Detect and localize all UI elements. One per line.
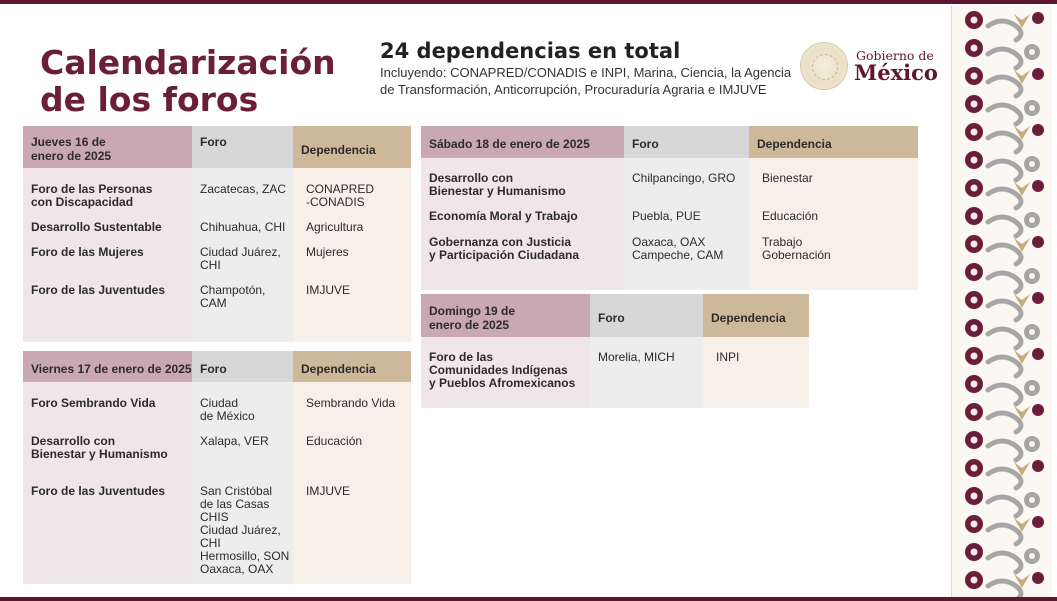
flower-center-icon [971,549,978,556]
flower-center-icon [971,521,978,528]
header-date [23,351,192,382]
cell-line: Foro Sembrando Vida [31,396,156,410]
small-flower-icon [1032,180,1044,192]
header-dependencia [703,294,809,337]
flower-center-icon [971,493,978,500]
leaf-center-icon [1029,49,1035,55]
cell-line: Chilpancingo, GRO [632,171,736,185]
cell-line: Campeche, CAM [632,248,724,262]
header-foro [192,126,293,168]
cell-line: de México [200,409,255,423]
foro-name [429,236,620,262]
swirl-icon [988,133,1021,152]
cell-line: Chihuahua, CHI [200,220,286,234]
foro-name [31,221,188,234]
cell-line: Zacatecas, ZAC [200,182,287,196]
cell-line: Educación [306,434,363,448]
cell-line: Agricultura [306,220,364,234]
small-flower-icon [1032,460,1044,472]
cell-line: CHI [200,258,221,272]
gobierno-logo [800,40,940,90]
cell-line: Puebla, PUE [632,209,701,223]
swirl-icon [988,217,1021,236]
column-body [590,337,703,408]
cell-line: Domingo 19 de [429,304,516,318]
swirl-icon [988,21,1021,40]
header-foro [624,126,749,158]
header-date-label [429,304,515,332]
foro-name [31,397,188,410]
column-body [703,337,809,408]
cell-line: Morelia, MICH [598,350,675,364]
small-flower-icon [1032,292,1044,304]
cell-line: enero de 2025 [31,149,112,163]
swirl-icon [988,469,1021,488]
cell-line: Xalapa, VER [200,434,269,448]
foro-name [31,246,188,259]
flower-center-icon [971,381,978,388]
header-foro-label: Foro [632,137,659,151]
header-date-label [429,137,590,151]
small-flower-icon [1032,124,1044,136]
leaf-center-icon [1029,161,1035,167]
swirl-icon [988,441,1021,460]
foro-name [31,284,188,297]
cell-line: Desarrollo con [31,434,116,448]
swirl-icon [988,301,1021,320]
cell-line: Bienestar y Humanismo [31,447,168,461]
leaf-center-icon [1029,105,1035,111]
foro-location [200,485,291,576]
foro-name [429,351,586,390]
cell-line: San Cristóbal [200,484,273,498]
leaf-center-icon [1029,217,1035,223]
header-foro [192,351,293,382]
leaf-center-icon [1029,385,1035,391]
swirl-icon [988,189,1021,208]
flower-center-icon [971,297,978,304]
page-title-line-2: de los foros [40,80,259,119]
cell-line: CHIS [200,510,229,524]
flower-center-icon [971,73,978,80]
cell-line: Sábado 18 de enero de 2025 [429,137,590,151]
foro-dependencia [762,172,915,185]
foro-location [200,397,291,423]
page-title-line-1: Calendarización [40,43,336,82]
cell-line: Trabajo [762,235,803,249]
cell-line: Foro de las [429,350,494,364]
logo-line-1: Gobierno de [856,48,934,63]
flower-center-icon [971,185,978,192]
foro-dependencia [306,284,408,297]
flower-center-icon [971,241,978,248]
coat-of-arms-icon [800,42,848,90]
cell-line: Oaxaca, OAX [632,235,706,249]
subtitle-block [380,38,800,98]
foro-dependencia [306,397,408,410]
page-title [40,44,370,118]
cell-line: Desarrollo Sustentable [31,220,162,234]
flower-center-icon [971,101,978,108]
header-foro-label: Foro [200,135,227,149]
leaf-center-icon [1029,497,1035,503]
cell-line: de las Casas [200,497,270,511]
foro-dependencia [762,210,915,223]
foro-location [200,221,291,234]
subtitle-heading: 24 dependencias en total [380,39,681,63]
foro-dependencia [716,351,806,364]
header-date-label [31,135,111,163]
foro-dependencia [762,236,915,262]
cell-line: Jueves 16 de [31,135,106,149]
foro-name [31,435,188,461]
cell-line: Ciudad [200,396,239,410]
leaf-center-icon [1029,441,1035,447]
cell-line: CAM [200,296,227,310]
subtitle-line-2: de Transformación, Anticorrupción, Procuraduría Agraria e IMJUVE [380,82,767,97]
cell-line: Viernes 17 de enero de 2025 [31,362,192,376]
cell-line: Champotón, [200,283,266,297]
flower-center-icon [971,213,978,220]
cell-line: con Discapacidad [31,195,134,209]
leaf-center-icon [1029,273,1035,279]
cell-line: Foro de las Juventudes [31,283,166,297]
cell-line: Bienestar [762,171,813,185]
cell-line: Oaxaca, OAX [200,562,274,576]
header-dependencia-label: Dependencia [711,311,786,325]
swirl-icon [988,581,1021,597]
flower-center-icon [971,129,978,136]
cell-line: Comunidades Indígenas [429,363,568,377]
schedule-table-t1 [23,126,411,342]
column-body [293,382,411,584]
foro-dependencia [306,485,408,498]
leaf-center-icon [1029,329,1035,335]
cell-line: Sembrando Vida [306,396,396,410]
flower-center-icon [971,577,978,584]
swirl-icon [988,161,1021,180]
flower-center-icon [971,157,978,164]
flower-center-icon [971,409,978,416]
swirl-icon [988,525,1021,544]
header-dependencia-label: Dependencia [301,362,376,376]
header-date [421,294,590,337]
bottom-border [0,597,1057,601]
cell-line: Foro de las Juventudes [31,484,166,498]
decorative-floral-border [951,6,1052,597]
header-foro-label: Foro [598,311,625,325]
swirl-icon [988,245,1021,264]
flower-center-icon [971,45,978,52]
cell-line: Educación [762,209,819,223]
small-flower-icon [1032,404,1044,416]
small-flower-icon [1032,572,1044,584]
flower-center-icon [971,325,978,332]
cell-line: Mujeres [306,245,349,259]
small-flower-icon [1032,348,1044,360]
cell-line: -CONADIS [306,195,365,209]
foro-name [31,183,188,209]
cell-line: Desarrollo con [429,171,514,185]
cell-line: enero de 2025 [429,318,510,332]
top-border [0,0,1057,4]
flower-center-icon [971,465,978,472]
header-date-label [31,362,192,376]
header-foro-label: Foro [200,362,227,376]
header-dependencia-label: Dependencia [301,143,376,157]
schedule-table-t4 [421,294,809,408]
foro-dependencia [306,183,408,209]
foro-name [429,172,620,198]
foro-location [200,183,291,196]
foro-name [429,210,620,223]
swirl-icon [988,273,1021,292]
cell-line: y Participación Ciudadana [429,248,580,262]
header-date [23,126,192,168]
foro-dependencia [306,435,408,448]
foro-location [200,435,291,448]
subtitle-line-1: Incluyendo: CONAPRED/CONADIS e INPI, Marina, Ciencia, la Agencia [380,65,792,80]
cell-line: Gobernación [762,248,831,262]
flower-center-icon [971,269,978,276]
foro-name [31,485,188,498]
swirl-icon [988,413,1021,432]
cell-line: CHI [200,536,221,550]
header-foro [590,294,703,337]
cell-line: Foro de las Mujeres [31,245,144,259]
swirl-icon [988,329,1021,348]
swirl-icon [988,357,1021,376]
header-dependencia [293,351,411,382]
flower-center-icon [971,353,978,360]
swirl-icon [988,553,1021,572]
foro-location [632,172,747,185]
column-body [23,382,192,584]
flower-center-icon [971,437,978,444]
swirl-icon [988,497,1021,516]
floral-pattern-icon [952,6,1052,597]
swirl-icon [988,105,1021,124]
header-dependencia [293,126,411,168]
header-dependencia-label: Dependencia [757,137,832,151]
cell-line: Economía Moral y Trabajo [429,209,578,223]
cell-line: Hermosillo, SON [200,549,290,563]
leaf-center-icon [1029,553,1035,559]
small-flower-icon [1032,236,1044,248]
cell-line: Ciudad Juárez, [200,523,281,537]
foro-location [632,236,747,262]
cell-line: y Pueblos Afromexicanos [429,376,576,390]
swirl-icon [988,385,1021,404]
cell-line: IMJUVE [306,484,351,498]
cell-line: CONAPRED [306,182,375,196]
header-dependencia [749,126,918,158]
swirl-icon [988,77,1021,96]
schedule-table-t3 [421,126,918,290]
logo-line-2: México [854,60,938,85]
small-flower-icon [1032,12,1044,24]
small-flower-icon [1032,516,1044,528]
foro-location [200,284,291,310]
foro-location [632,210,747,223]
foro-dependencia [306,221,408,234]
foro-location [200,246,291,272]
foro-dependencia [306,246,408,259]
foro-location [598,351,701,364]
small-flower-icon [1032,68,1044,80]
cell-line: INPI [716,350,740,364]
cell-line: IMJUVE [306,283,351,297]
cell-line: Ciudad Juárez, [200,245,281,259]
cell-line: Gobernanza con Justicia [429,235,572,249]
header-date [421,126,624,158]
swirl-icon [988,49,1021,68]
cell-line: Bienestar y Humanismo [429,184,566,198]
cell-line: Foro de las Personas [31,182,153,196]
schedule-table-t2 [23,351,411,584]
flower-center-icon [971,17,978,24]
